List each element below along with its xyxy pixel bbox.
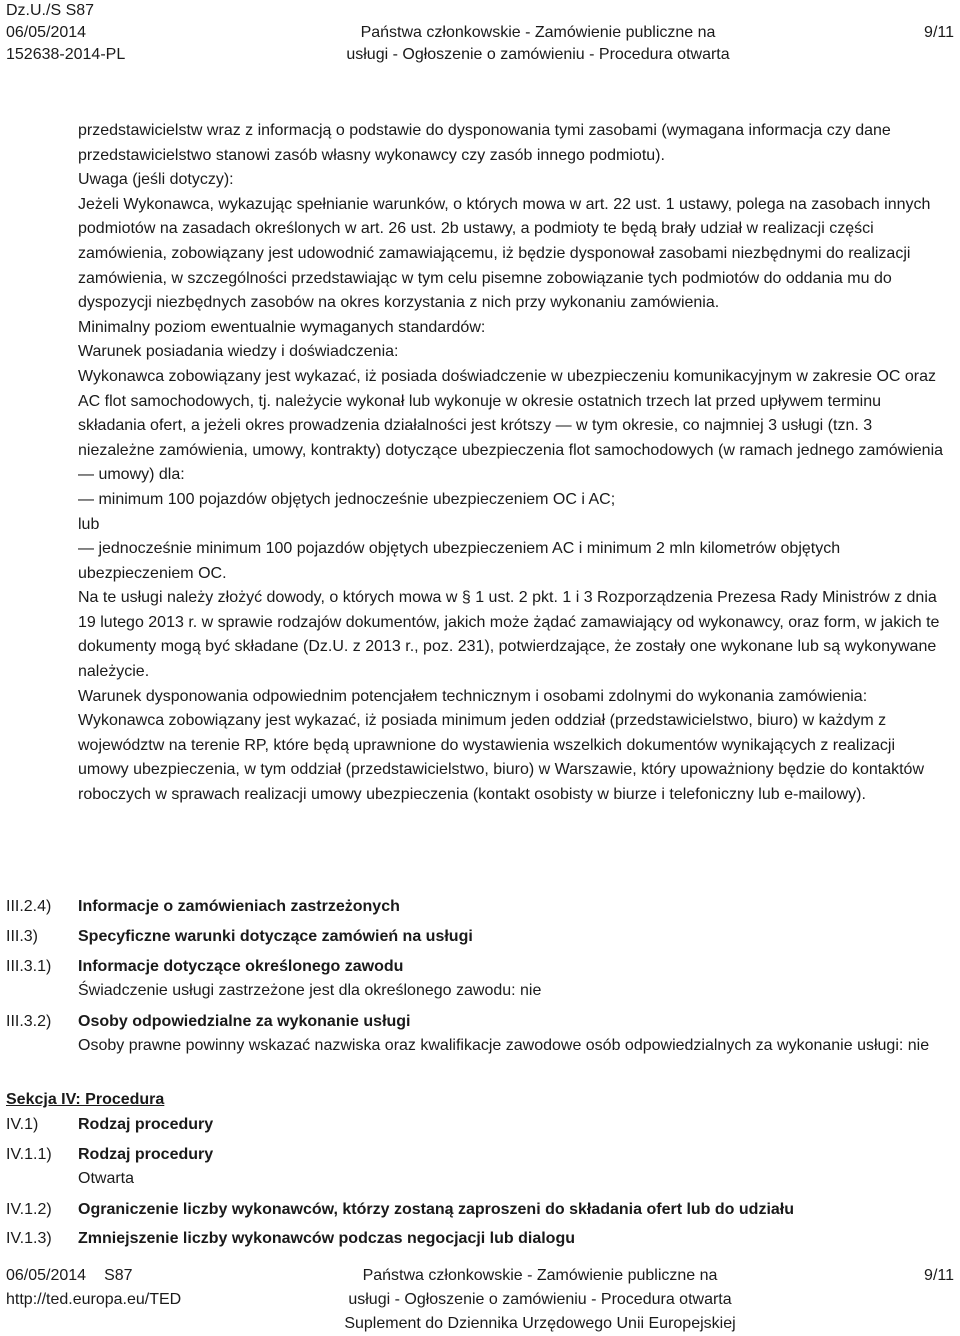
paragraph: Minimalny poziom ewentualnie wymaganych standardów: <box>78 318 486 336</box>
footer-title <box>290 1264 790 1336</box>
header-title-line1: Państwa członkowskie - Zamówienie publiczne na <box>360 24 716 41</box>
paragraph: przedstawicielstw wraz z informacją o podstawie do dysponowania tymi zasobami (wymagana informacja czy dane przedstawicielstwo stanowi zasób własny wykonawcy czy zasób innego podmiotu). <box>78 122 891 164</box>
header-title-line2: usługi - Ogłoszenie o zamówieniu - Procedura otwarta <box>346 46 730 63</box>
section-number: IV.1) <box>6 1116 39 1133</box>
notice-number: 152638-2014-PL <box>6 46 126 63</box>
section-number: IV.1.1) <box>6 1146 52 1163</box>
paragraph: Warunek dysponowania odpowiednim potencjałem technicznym i osobami zdolnymi do wykonania zamówienia: <box>78 687 868 705</box>
section-title: Ograniczenie liczby wykonawców, którzy zostaną zaproszeni do składania ofert lub do udziału <box>78 1201 794 1218</box>
section-iv-heading: Sekcja IV: Procedura <box>6 1091 165 1108</box>
section-body-text <box>78 119 948 808</box>
footer-title-line3: Suplement do Dziennika Urzędowego Unii Europejskiej <box>344 1315 736 1332</box>
section-title: Informacje o zamówieniach zastrzeżonych <box>78 898 400 915</box>
header-left <box>6 0 125 66</box>
journal-ref: Dz.U./S S87 <box>6 2 95 19</box>
section-title: Rodzaj procedury <box>78 1116 214 1133</box>
paragraph: Warunek posiadania wiedzy i doświadczenia: <box>78 343 399 361</box>
paragraph: Na te usługi należy złożyć dowody, o których mowa w § 1 ust. 2 pkt. 1 i 3 Rozporządzenia Prezesa Rady Ministrów z dnia 19 lutego 2013 r. w sprawie rodzajów dokumentów, jakich może żądać zamawiający od wykonawcy, oraz form, w jakich te dokumenty mogą być składane (Dz.U. z 2013 r., poz. 231), potwierdzające, że zostały one wykonane lub są wykonywane należycie. <box>78 589 940 681</box>
section-text: Otwarta <box>78 1170 135 1187</box>
section-number: IV.1.3) <box>6 1230 52 1247</box>
paragraph: Wykonawca zobowiązany jest wykazać, iż posiada minimum jeden oddział (przedstawicielstwo, biuro) w każdym z województw na terenie RP, które będą uprawnione do wystawienia wszelkich dokumentów wynikających z realizacji umowy ubezpieczenia, w tym oddział (przedstawicielstwo, biuro) w Warszawie, który upoważniony będzie do kontaktów roboczych w sprawach realizacji umowy ubezpieczenia (kontakt osobisty w biurze i telefoniczny lub e-mailowy). <box>78 712 924 804</box>
page-header <box>0 0 960 72</box>
footer-page-number: 9/11 <box>924 1267 954 1284</box>
header-page-number: 9/11 <box>924 24 954 41</box>
section-number: III.3.2) <box>6 1013 52 1030</box>
paragraph: — jednocześnie minimum 100 pojazdów objętych ubezpieczeniem AC i minimum 2 mln kilometrów objętych ubezpieczeniem OC. <box>78 540 841 582</box>
section-number: III.2.4) <box>6 898 52 915</box>
header-title <box>333 22 743 66</box>
section-title: Zmniejszenie liczby wykonawców podczas negocjacji lub dialogu <box>78 1230 575 1247</box>
page-footer <box>0 1264 960 1334</box>
footer-title-line2: usługi - Ogłoszenie o zamówieniu - Procedura otwarta <box>348 1291 732 1308</box>
footer-url[interactable]: http://ted.europa.eu/TED <box>6 1291 182 1308</box>
footer-issue: S87 <box>104 1267 133 1284</box>
footer-left <box>6 1264 181 1312</box>
section-text: Osoby prawne powinny wskazać nazwiska oraz kwalifikacje zawodowe osób odpowiedzialnych za wykonanie usługi: nie <box>78 1037 930 1054</box>
paragraph: lub <box>78 515 100 533</box>
footer-title-line1: Państwa członkowskie - Zamówienie publiczne na <box>362 1267 718 1284</box>
section-title: Informacje dotyczące określonego zawodu <box>78 958 404 975</box>
section-title: Osoby odpowiedzialne za wykonanie usługi <box>78 1013 411 1030</box>
section-number: IV.1.2) <box>6 1201 52 1218</box>
footer-date: 06/05/2014 <box>6 1267 87 1284</box>
paragraph: — minimum 100 pojazdów objętych jednocześnie ubezpieczeniem OC i AC; <box>78 490 616 508</box>
section-title: Rodzaj procedury <box>78 1146 214 1163</box>
paragraph: Jeżeli Wykonawca, wykazując spełnianie warunków, o których mowa w art. 22 ust. 1 ustawy, polega na zasobach innych podmiotów na zasadach określonych w art. 26 ust. 2b ustawy, a podmioty te będą brały udział w realizacji części zamówienia, zobowiązany jest udowodnić zamawiającemu, iż będzie dysponował zasobami niezbędnymi do realizacji zamówienia, w szczególności przedstawiając w tym celu pisemne zobowiązanie tych podmiotów do oddania mu do dyspozycji niezbędnych zasobów na okres korzystania z nich przy wykonaniu zamówienia. <box>78 195 931 312</box>
paragraph: Uwaga (jeśli dotyczy): <box>78 171 234 189</box>
section-title: Specyficzne warunki dotyczące zamówień na usługi <box>78 928 473 945</box>
section-number: III.3) <box>6 928 39 945</box>
publication-date: 06/05/2014 <box>6 24 87 41</box>
paragraph: Wykonawca zobowiązany jest wykazać, iż posiada doświadczenie w ubezpieczeniu komunikacyjnym w zakresie OC oraz AC flot samochodowych, tj. należycie wykonał lub wykonuje w okresie ostatnich trzech lat przed upływem terminu składania ofert, a jeżeli okres prowadzenia działalności jest krótszy — w tym okresie, co najmniej 3 usługi (tzn. 3 niezależne zamówienia, umowy, kontrakty) dotyczące ubezpieczenia flot samochodowych (w ramach jednego zamówienia — umowy) dla: <box>78 367 944 484</box>
section-text: Świadczenie usługi zastrzeżone jest dla określonego zawodu: nie <box>78 982 542 999</box>
section-number: III.3.1) <box>6 958 52 975</box>
